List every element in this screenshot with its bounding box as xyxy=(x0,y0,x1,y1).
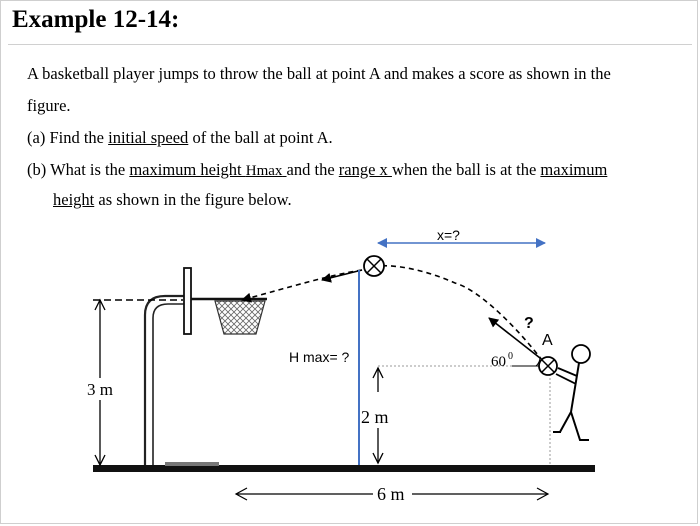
question-b-mid-1: and the xyxy=(286,160,339,179)
angle-unit: 0 xyxy=(508,351,513,362)
range-label: x=? xyxy=(437,227,460,243)
distance-label: 6 m xyxy=(377,484,405,504)
point-a-label: A xyxy=(542,332,553,349)
initial-speed-term: initial speed xyxy=(108,128,189,147)
player-head xyxy=(572,345,590,363)
question-a-prefix: (a) Find the xyxy=(27,128,109,147)
velocity-label: ? xyxy=(524,315,534,332)
height-term: height xyxy=(53,190,95,209)
trajectory-right xyxy=(375,266,548,368)
pole-base xyxy=(165,462,219,466)
maximum-height-text: maximum height xyxy=(129,160,246,179)
hmax-symbol: Hmax xyxy=(245,163,283,179)
maximum-term: maximum xyxy=(540,160,608,179)
question-b-prefix: (b) What is the xyxy=(27,160,130,179)
player-leg-right xyxy=(571,412,589,440)
question-a-suffix: of the ball at point A. xyxy=(188,128,333,147)
release-height-label: 2 m xyxy=(361,407,389,427)
range-term: range x xyxy=(338,160,392,179)
player-arm-2 xyxy=(556,374,576,384)
backboard xyxy=(184,268,191,334)
intro-line-2: figure. xyxy=(27,96,71,115)
basket-net xyxy=(215,301,265,334)
hmax-label: H max= ? xyxy=(289,349,350,365)
question-b-line-2-rest: as shown in the figure below. xyxy=(94,190,292,209)
player-arm-1 xyxy=(558,368,577,376)
hoop-pole xyxy=(145,296,188,465)
hoop-pole-inner xyxy=(153,304,188,465)
intro-line-1: A basketball player jumps to throw the ball at point A and makes a score as shown in the xyxy=(27,64,611,83)
angle-label: 60 xyxy=(491,354,506,370)
ground xyxy=(93,465,595,472)
example-title: Example 12-14: xyxy=(12,6,180,33)
height-label: 3 m xyxy=(87,380,113,399)
question-b-mid-2: when the ball is at the xyxy=(391,160,541,179)
player-body xyxy=(571,363,579,412)
player-leg-left xyxy=(560,412,571,432)
trajectory-arrow xyxy=(322,270,362,280)
